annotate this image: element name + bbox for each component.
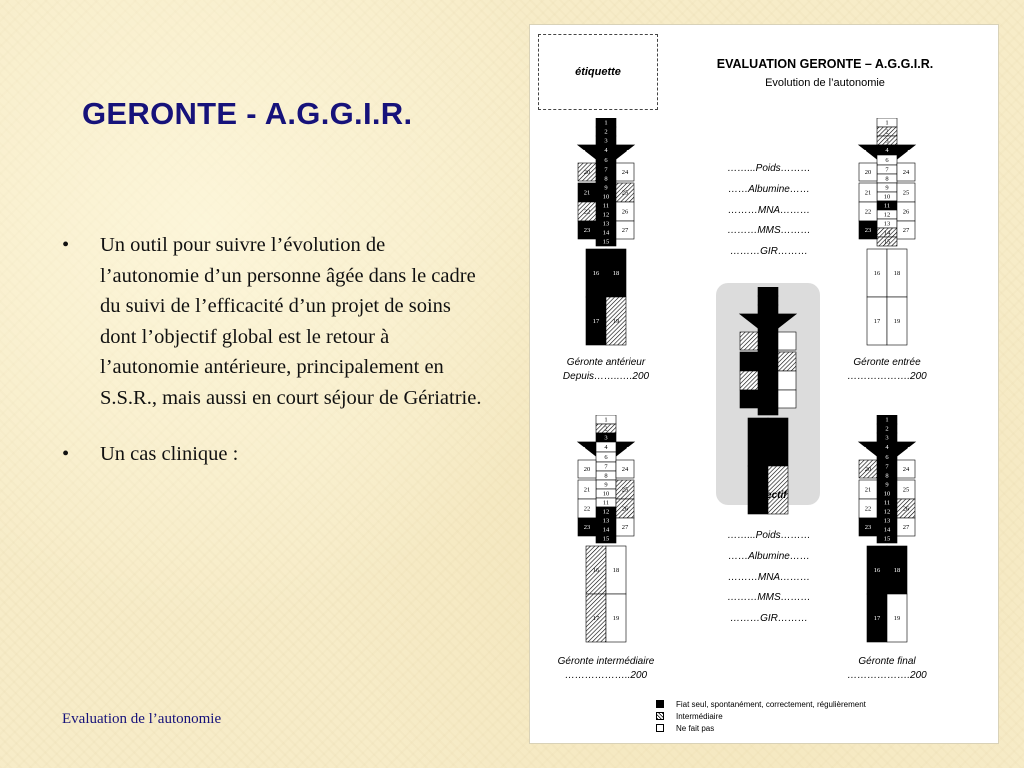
segment-label-24: 24 [621, 169, 629, 177]
caption-anterieur-title: Géronte antérieur [566, 357, 646, 368]
measure-gir: ………GIR……… [730, 246, 808, 258]
segment-label-5-left: 5 [863, 149, 867, 156]
segment-label-9: 9 [885, 481, 889, 489]
segment-label-16: 16 [592, 567, 600, 575]
measure-mna: ………MNA……… [727, 204, 811, 216]
segment-3 [758, 305, 778, 314]
measure-albumine: ……Albumine…… [728, 183, 810, 195]
caption-intermediaire-date: ………………..200 [564, 670, 648, 681]
segment-label-4: 4 [604, 444, 608, 452]
segment-5-left [578, 145, 596, 159]
measure-poids: ……...Poids……… [727, 163, 811, 174]
segment-label-20: 20 [583, 466, 591, 474]
segment-label-21: 21 [583, 486, 591, 494]
segment-label-15: 15 [602, 535, 610, 543]
caption-final [802, 655, 972, 683]
segment-label-22: 22 [864, 208, 872, 216]
segment-27 [778, 390, 796, 408]
segment-1 [758, 287, 778, 296]
legend-swatch-none [656, 724, 664, 732]
segment-label-21: 21 [864, 486, 872, 494]
segment-label-8: 8 [604, 175, 608, 183]
segment-label-13: 13 [602, 517, 610, 525]
segment-5-right [778, 314, 796, 328]
segment-label-19: 19 [612, 318, 620, 326]
segment-label-23: 23 [864, 524, 872, 532]
segment-label-14: 14 [602, 229, 610, 237]
segment-label-26: 26 [621, 505, 629, 513]
segment-label-9: 9 [604, 184, 608, 192]
segment-label-22: 22 [864, 505, 872, 513]
segment-label-23: 23 [583, 227, 591, 235]
segment-label-16: 16 [592, 270, 600, 278]
segment-label-11: 11 [883, 499, 891, 507]
evaluation-form [529, 24, 999, 744]
slide-footer: Evaluation de l’autonomie [62, 711, 222, 727]
bullet-item [62, 230, 482, 413]
patient-label-box [538, 34, 658, 110]
segment-label-8: 8 [885, 175, 889, 183]
segment-label-24: 24 [902, 169, 910, 177]
bullet-symbol: • [62, 234, 70, 256]
segment-label-3: 3 [604, 434, 608, 442]
caption-intermediaire-title: Géronte intermédiaire [557, 656, 655, 667]
segment-label-6: 6 [604, 454, 608, 462]
segment-20 [740, 332, 758, 350]
segment-label-4: 4 [604, 147, 608, 155]
segment-label-27: 27 [902, 227, 910, 235]
segment-label-11: 11 [602, 499, 610, 507]
measure-gir: ………GIR……… [730, 613, 808, 625]
segment-label-20: 20 [583, 169, 591, 177]
caption-final-date: ……………….200 [847, 670, 927, 681]
segment-label-2: 2 [604, 128, 608, 136]
segment-label-25: 25 [902, 189, 910, 197]
legend-swatch-full [656, 700, 664, 708]
legend-label-none: Ne fait pas [676, 723, 715, 733]
form-subtitle: Evolution de l’autonomie [765, 77, 885, 89]
bullet-symbol: • [62, 443, 70, 465]
caption-entree-title: Géronte entrée [853, 357, 921, 368]
segment-label-17: 17 [873, 615, 881, 623]
segment-label-11: 11 [883, 202, 891, 210]
segment-label-9: 9 [604, 481, 608, 489]
segment-label-7: 7 [885, 166, 889, 174]
caption-objectif: Objectif [749, 490, 787, 501]
segment-label-8: 8 [604, 472, 608, 480]
silhouette-anterieur [556, 118, 656, 342]
segment-label-20: 20 [864, 169, 872, 177]
legend-swatch-intermediate [656, 712, 664, 720]
caption-entree-date: ……………….200 [847, 371, 927, 382]
measure-mms: ………MMS……… [727, 225, 811, 237]
segment-label-18: 18 [612, 567, 620, 575]
segment-label-10: 10 [883, 490, 891, 498]
segment-6 [758, 324, 778, 334]
segment-label-25: 25 [621, 189, 629, 197]
segment-label-27: 27 [621, 524, 629, 532]
segment-24 [778, 332, 796, 350]
segment-11 [758, 370, 778, 379]
segment-5-left [859, 145, 877, 159]
segment-label-25: 25 [902, 486, 910, 494]
segment-label-12: 12 [883, 508, 891, 516]
segment-label-7: 7 [885, 463, 889, 471]
measures-block-2 [694, 530, 844, 634]
segment-label-5-right: 5 [626, 149, 630, 156]
segment-4 [758, 314, 778, 324]
measure-albumine: ……Albumine…… [728, 550, 810, 562]
segment-label-13: 13 [602, 220, 610, 228]
legend [656, 698, 866, 734]
segment-9 [758, 352, 778, 361]
segment-label-27: 27 [621, 227, 629, 235]
segment-label-5-right: 5 [907, 149, 911, 156]
segment-label-18: 18 [893, 270, 901, 278]
segment-label-13: 13 [883, 220, 891, 228]
segment-5-right [897, 145, 915, 159]
caption-anterieur-date: Depuis……..….200 [562, 371, 650, 382]
segment-label-6: 6 [885, 454, 889, 462]
segment-label-19: 19 [893, 615, 901, 623]
segment-label-24: 24 [902, 466, 910, 474]
segment-label-26: 26 [902, 505, 910, 513]
slide-title: GERONTE - A.G.G.I.R. [82, 96, 413, 131]
segment-label-17: 17 [592, 615, 600, 623]
segment-label-3: 3 [885, 137, 889, 145]
segment-label-2: 2 [885, 425, 889, 433]
segment-15 [758, 406, 778, 415]
segment-label-1: 1 [604, 119, 608, 127]
segment-label-5-left: 5 [863, 446, 867, 453]
segment-25 [778, 352, 796, 371]
measure-mna: ………MNA……… [727, 571, 811, 583]
segment-label-10: 10 [883, 193, 891, 201]
segment-13 [758, 388, 778, 397]
silhouette-final [837, 415, 937, 639]
segment-label-5-right: 5 [907, 446, 911, 453]
segment-label-16: 16 [873, 270, 881, 278]
bullet-item [62, 439, 482, 470]
segment-5-right [897, 442, 915, 456]
silhouette-objectif [718, 287, 818, 511]
segment-label-25: 25 [621, 486, 629, 494]
segment-label-4: 4 [885, 147, 889, 155]
segment-label-12: 12 [883, 211, 891, 219]
segment-label-17: 17 [873, 318, 881, 326]
segment-label-7: 7 [604, 463, 608, 471]
segment-5-right [616, 145, 634, 159]
segment-label-19: 19 [893, 318, 901, 326]
segment-21 [740, 352, 758, 371]
segment-label-9: 9 [885, 184, 889, 192]
measure-mms: ………MMS……… [727, 592, 811, 604]
segment-label-15: 15 [602, 238, 610, 246]
segment-label-23: 23 [583, 524, 591, 532]
segment-label-3: 3 [885, 434, 889, 442]
segment-14 [758, 397, 778, 406]
segment-label-19: 19 [612, 615, 620, 623]
segment-label-15: 15 [883, 238, 891, 246]
segment-label-24: 24 [621, 466, 629, 474]
legend-label-full: Fiat seul, spontanément, correctement, régulièrement [676, 699, 866, 709]
segment-label-12: 12 [602, 508, 610, 516]
segment-label-22: 22 [583, 505, 591, 513]
segment-label-17: 17 [592, 318, 600, 326]
segment-label-15: 15 [883, 535, 891, 543]
segment-label-13: 13 [883, 517, 891, 525]
segment-label-14: 14 [883, 229, 891, 237]
segment-label-21: 21 [583, 189, 591, 197]
caption-anterieur [521, 356, 691, 384]
caption-intermediaire [521, 655, 691, 683]
segment-label-2: 2 [604, 425, 608, 433]
segment-label-14: 14 [883, 526, 891, 534]
legend-row-none [656, 722, 866, 734]
form-title: EVALUATION GERONTE – A.G.G.I.R. [716, 57, 934, 71]
segment-label-14: 14 [602, 526, 610, 534]
segment-label-7: 7 [604, 166, 608, 174]
segment-label-20: 20 [864, 466, 872, 474]
segment-label-26: 26 [621, 208, 629, 216]
segment-label-12: 12 [602, 211, 610, 219]
segment-label-23: 23 [864, 227, 872, 235]
caption-final-title: Géronte final [858, 656, 916, 667]
segment-label-16: 16 [873, 567, 881, 575]
segment-label-10: 10 [602, 490, 610, 498]
legend-label-intermediate: Intermédiaire [676, 711, 723, 721]
legend-row-intermediate [656, 710, 866, 722]
segment-12 [758, 379, 778, 388]
patient-label-text: étiquette [575, 66, 621, 78]
segment-8 [758, 343, 778, 352]
segment-18 [768, 418, 788, 466]
segment-label-18: 18 [893, 567, 901, 575]
segment-label-1: 1 [604, 416, 608, 424]
segment-label-5-left: 5 [582, 446, 586, 453]
segment-5-right [616, 442, 634, 456]
segment-10 [758, 361, 778, 370]
segment-label-26: 26 [902, 208, 910, 216]
segment-label-6: 6 [604, 157, 608, 165]
bullet-list [62, 230, 482, 470]
segment-label-5-right: 5 [626, 446, 630, 453]
segment-22 [740, 371, 758, 390]
bullet-text: Un outil pour suivre l’évolution de l’autonomie d’un personne âgée dans le cadre du suivi de l’efficacité d’un projet de soins dont l’objectif global est le retour à l’autonomie antérieure, principalement en S.S.R., mais aussi en court séjour de Gériatrie. [100, 234, 482, 409]
measure-poids: ……...Poids……… [727, 530, 811, 541]
segment-7 [758, 334, 778, 343]
segment-label-6: 6 [885, 157, 889, 165]
segment-label-11: 11 [602, 202, 610, 210]
segment-label-21: 21 [864, 189, 872, 197]
segment-5-left [859, 442, 877, 456]
segment-23 [740, 390, 758, 408]
segment-label-2: 2 [885, 128, 889, 136]
segment-label-5-left: 5 [582, 149, 586, 156]
bullet-text: Un cas clinique : [100, 443, 239, 465]
segment-label-22: 22 [583, 208, 591, 216]
segment-label-1: 1 [885, 119, 889, 127]
measures-block-1 [694, 163, 844, 267]
legend-row-full [656, 698, 866, 710]
silhouette-entree [837, 118, 937, 342]
segment-label-8: 8 [885, 472, 889, 480]
segment-label-10: 10 [602, 193, 610, 201]
segment-26 [778, 371, 796, 390]
segment-label-4: 4 [885, 444, 889, 452]
segment-16 [748, 418, 768, 466]
segment-2 [758, 296, 778, 305]
segment-label-27: 27 [902, 524, 910, 532]
segment-5-left [740, 314, 758, 328]
segment-label-3: 3 [604, 137, 608, 145]
silhouette-intermediaire [556, 415, 656, 639]
segment-5-left [578, 442, 596, 456]
segment-label-18: 18 [612, 270, 620, 278]
segment-label-1: 1 [885, 416, 889, 424]
